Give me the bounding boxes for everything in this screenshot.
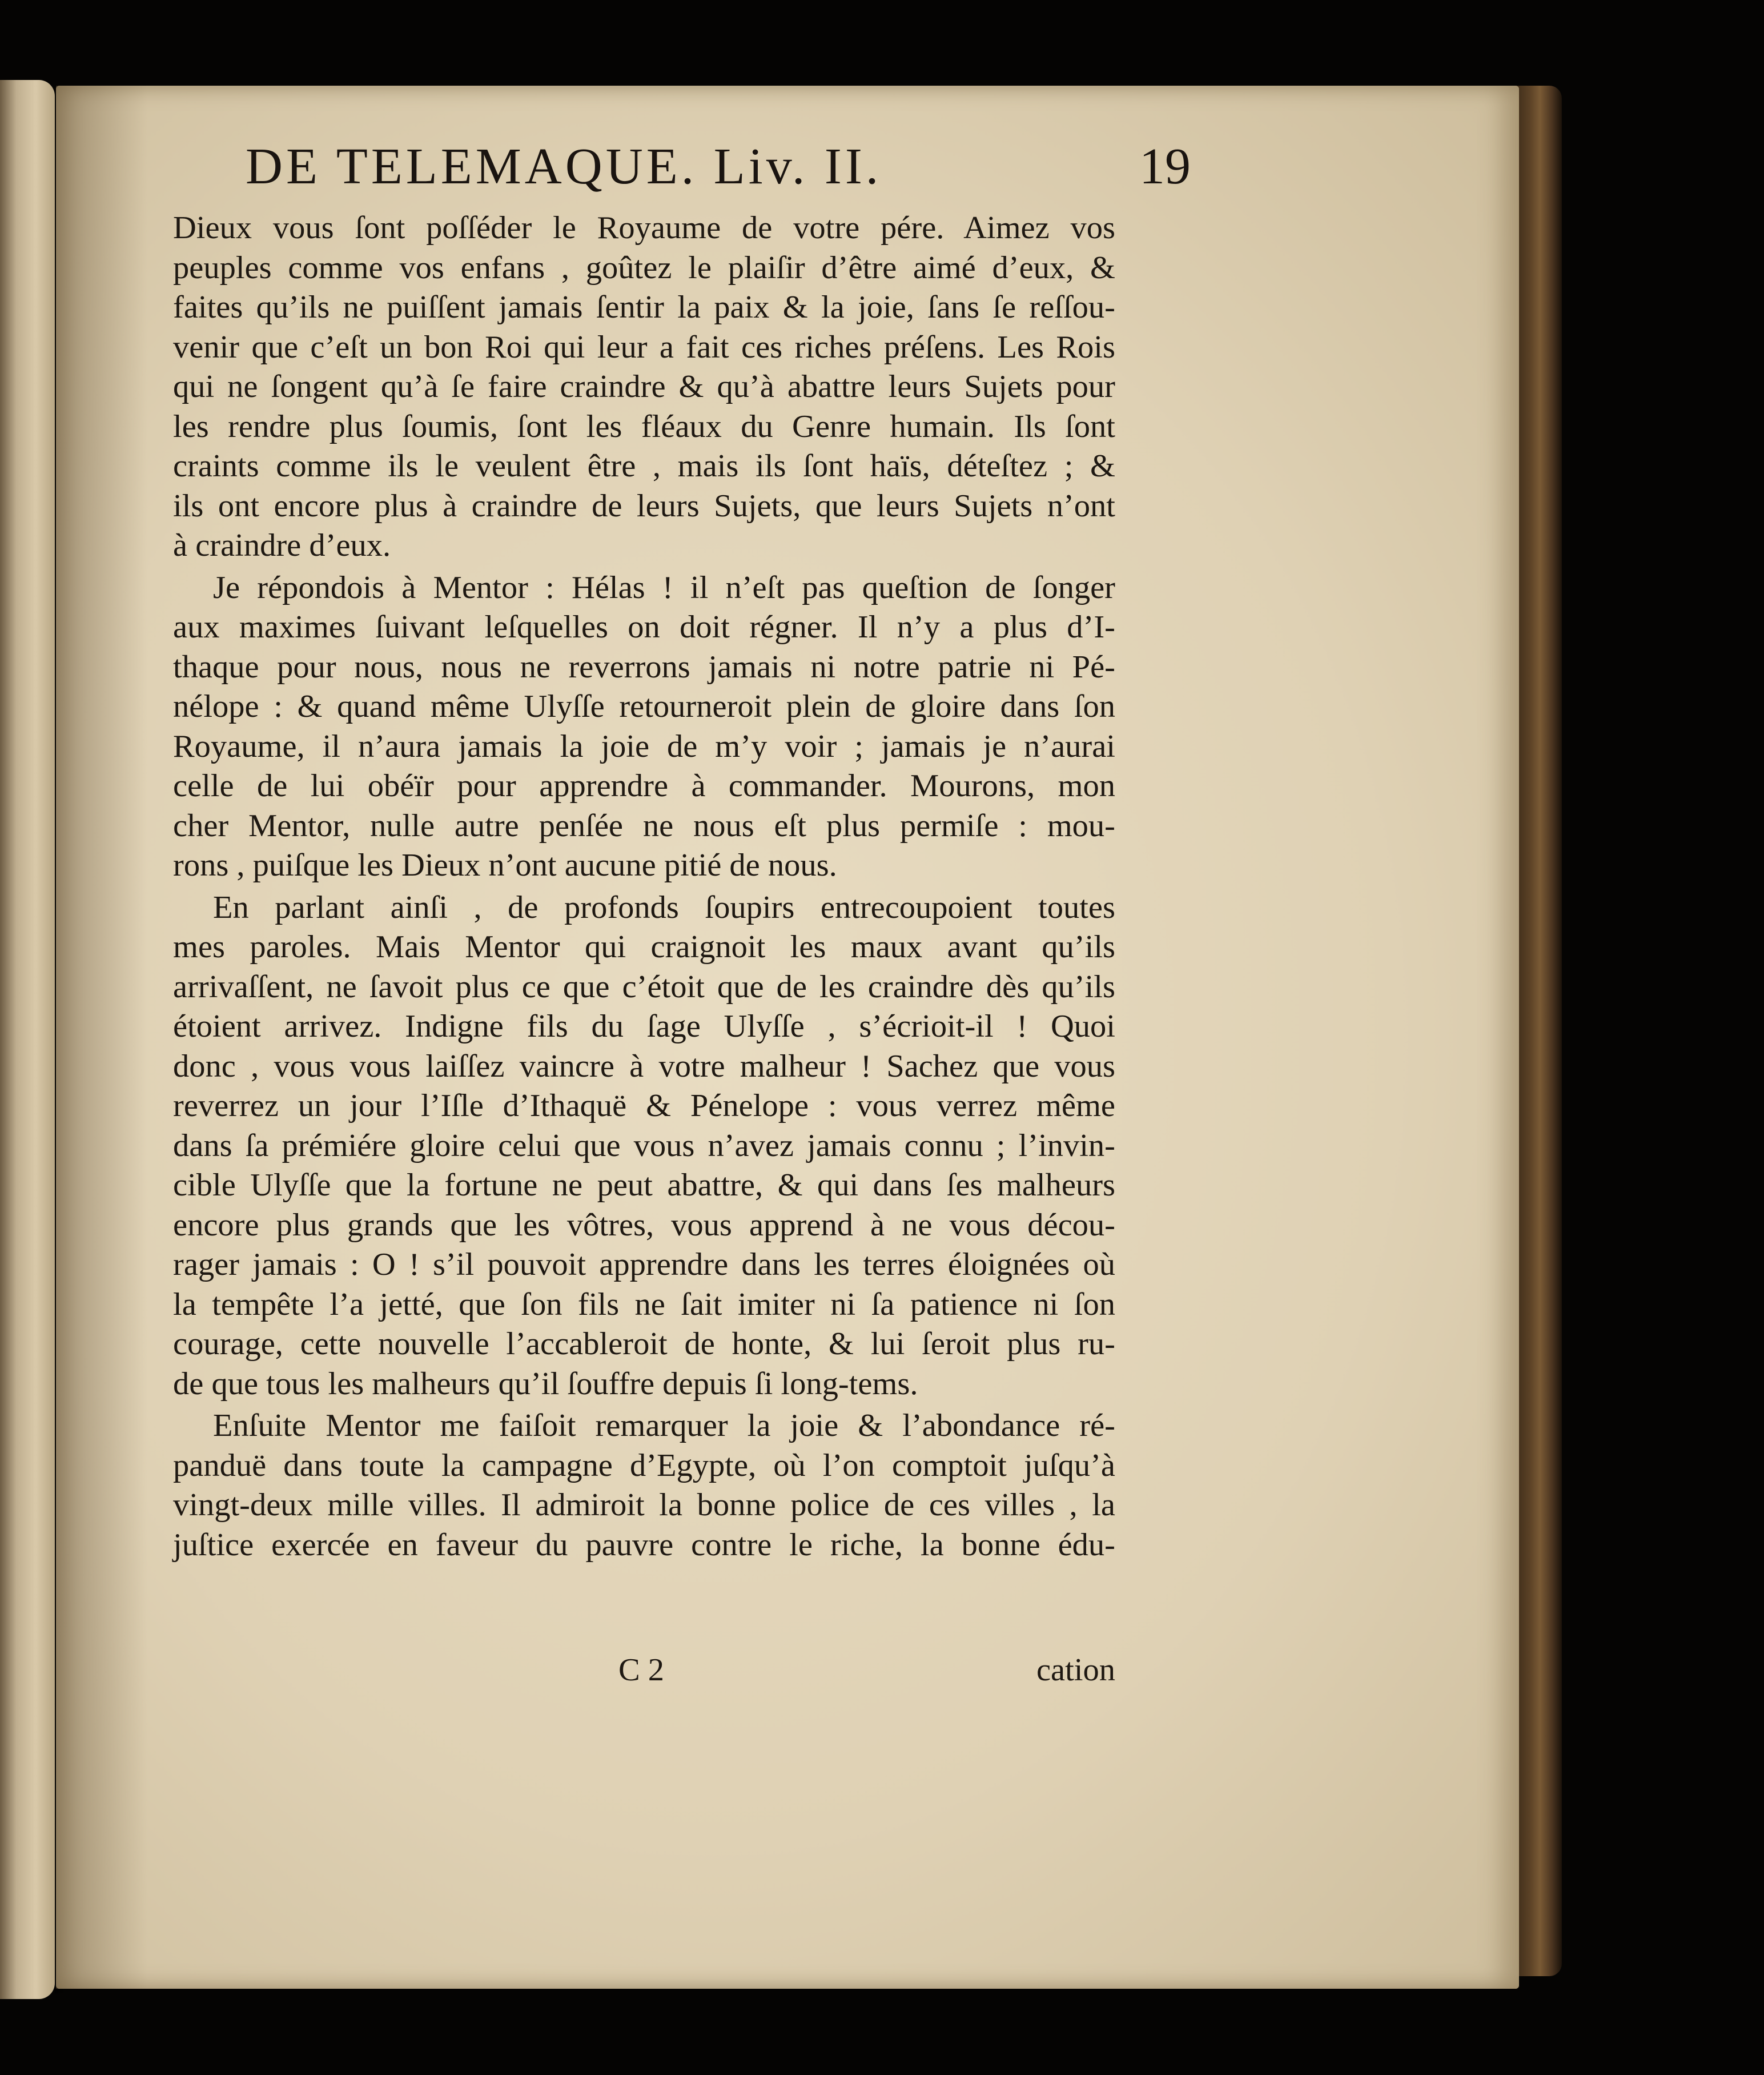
left-page-edge xyxy=(0,80,55,1999)
page-footer xyxy=(173,1652,1115,1692)
paragraph xyxy=(173,1406,1115,1565)
text-line: mes paroles. Mais Mentor qui craignoit les maux avant qu’ils xyxy=(173,929,1115,965)
text-line: nélope : & quand même Ulyſſe retourneroit plein de gloire dans ſon xyxy=(173,689,1115,724)
text-line: aux maximes ſuivant leſquelles on doit régner. Il n’y a plus d’I- xyxy=(173,609,1115,645)
page-gutter-shading xyxy=(56,86,147,1989)
paragraph xyxy=(173,208,1115,566)
paragraph xyxy=(173,888,1115,1404)
text-line: Je répondois à Mentor : Hélas ! il n’eſt pas queſtion de ſonger xyxy=(213,569,1115,605)
text-line: courage, cette nouvelle l’accableroit de honte, & lui ſeroit plus ru- xyxy=(173,1326,1115,1362)
text-line: les rendre plus ſoumis, ſont les fléaux du Genre humain. Ils ſont xyxy=(173,408,1115,444)
signature-mark: C 2 xyxy=(618,1652,665,1688)
text-line: faites qu’ils ne puiſſent jamais ſentir la paix & la joie, ſans ſe reſſou- xyxy=(173,290,1115,325)
text-line: celle de lui obéïr pour apprendre à commander. Mourons, mon xyxy=(173,768,1115,804)
text-line: Enſuite Mentor me faiſoit remarquer la joie & l’abondance ré- xyxy=(213,1408,1115,1443)
text-line: Royaume, il n’aura jamais la joie de m’y voir ; jamais je n’aurai xyxy=(173,728,1115,764)
page-number: 19 xyxy=(1139,138,1191,195)
text-line: arrivaſſent, ne ſavoit plus ce que c’étoit que de les craindre dès qu’ils xyxy=(173,969,1115,1005)
text-line: cher Mentor, nulle autre penſée ne nous eſt plus permiſe : mou- xyxy=(173,808,1115,844)
text-line: ils ont encore plus à craindre de leurs Sujets, que leurs Sujets n’ont xyxy=(173,488,1115,524)
book-cover-edge xyxy=(1513,86,1562,1976)
text-line: Dieux vous ſont poſſéder le Royaume de votre pére. Aimez vos xyxy=(173,210,1115,246)
text-line: dans ſa prémiére gloire celui que vous n’avez jamais connu ; l’invin- xyxy=(173,1127,1115,1163)
text-line: la tempête l’a jetté, que ſon fils ne ſait imiter ni ſa patience ni ſon xyxy=(173,1286,1115,1322)
running-title: DE TELEMAQUE. Liv. II. xyxy=(246,138,882,195)
text-line: juſtice exercée en faveur du pauvre contre le riche, la bonne édu- xyxy=(173,1527,1115,1563)
text-line: encore plus grands que les vôtres, vous apprend à ne vous décou- xyxy=(173,1207,1115,1243)
text-line: craints comme ils le veulent être , mais ils ſont haïs, déteſtez ; & xyxy=(173,448,1115,484)
text-line: En parlant ainſi , de profonds ſoupirs entrecoupoient toutes xyxy=(213,889,1115,925)
running-head xyxy=(246,137,1191,200)
body-text xyxy=(173,208,1115,1565)
text-line: de que tous les malheurs qu’il ſouffre depuis ſi long-tems. xyxy=(173,1366,918,1402)
text-line: thaque pour nous, nous ne reverrons jamais ni notre patrie ni Pé- xyxy=(173,649,1115,685)
text-line: peuples comme vos enfans , goûtez le plaiſir d’être aimé d’eux, & xyxy=(173,250,1115,286)
text-line: étoient arrivez. Indigne fils du ſage Ulyſſe , s’écrioit-il ! Quoi xyxy=(173,1009,1115,1044)
paragraph xyxy=(173,568,1115,886)
text-line: à craindre d’eux. xyxy=(173,528,391,563)
text-line: reverrez un jour l’Iſle d’Ithaquë & Pénelope : vous verrez même xyxy=(173,1088,1115,1123)
text-line: rons , puiſque les Dieux n’ont aucune pitié de nous. xyxy=(173,848,837,883)
text-line: qui ne ſongent qu’à ſe faire craindre & qu’à abattre leurs Sujets pour xyxy=(173,369,1115,404)
text-line: cible Ulyſſe que la fortune ne peut abattre, & qui dans ſes malheurs xyxy=(173,1167,1115,1203)
text-line: panduë dans toute la campagne d’Egypte, où l’on comptoit juſqu’à xyxy=(173,1447,1115,1483)
catchword: cation xyxy=(1036,1652,1115,1688)
text-line: donc , vous vous laiſſez vaincre à votre malheur ! Sachez que vous xyxy=(173,1048,1115,1084)
text-line: vingt-deux mille villes. Il admiroit la bonne police de ces villes , la xyxy=(173,1487,1115,1523)
text-line: venir que c’eſt un bon Roi qui leur a fait ces riches préſens. Les Rois xyxy=(173,329,1115,365)
text-line: rager jamais : O ! s’il pouvoit apprendre dans les terres éloignées où xyxy=(173,1247,1115,1282)
